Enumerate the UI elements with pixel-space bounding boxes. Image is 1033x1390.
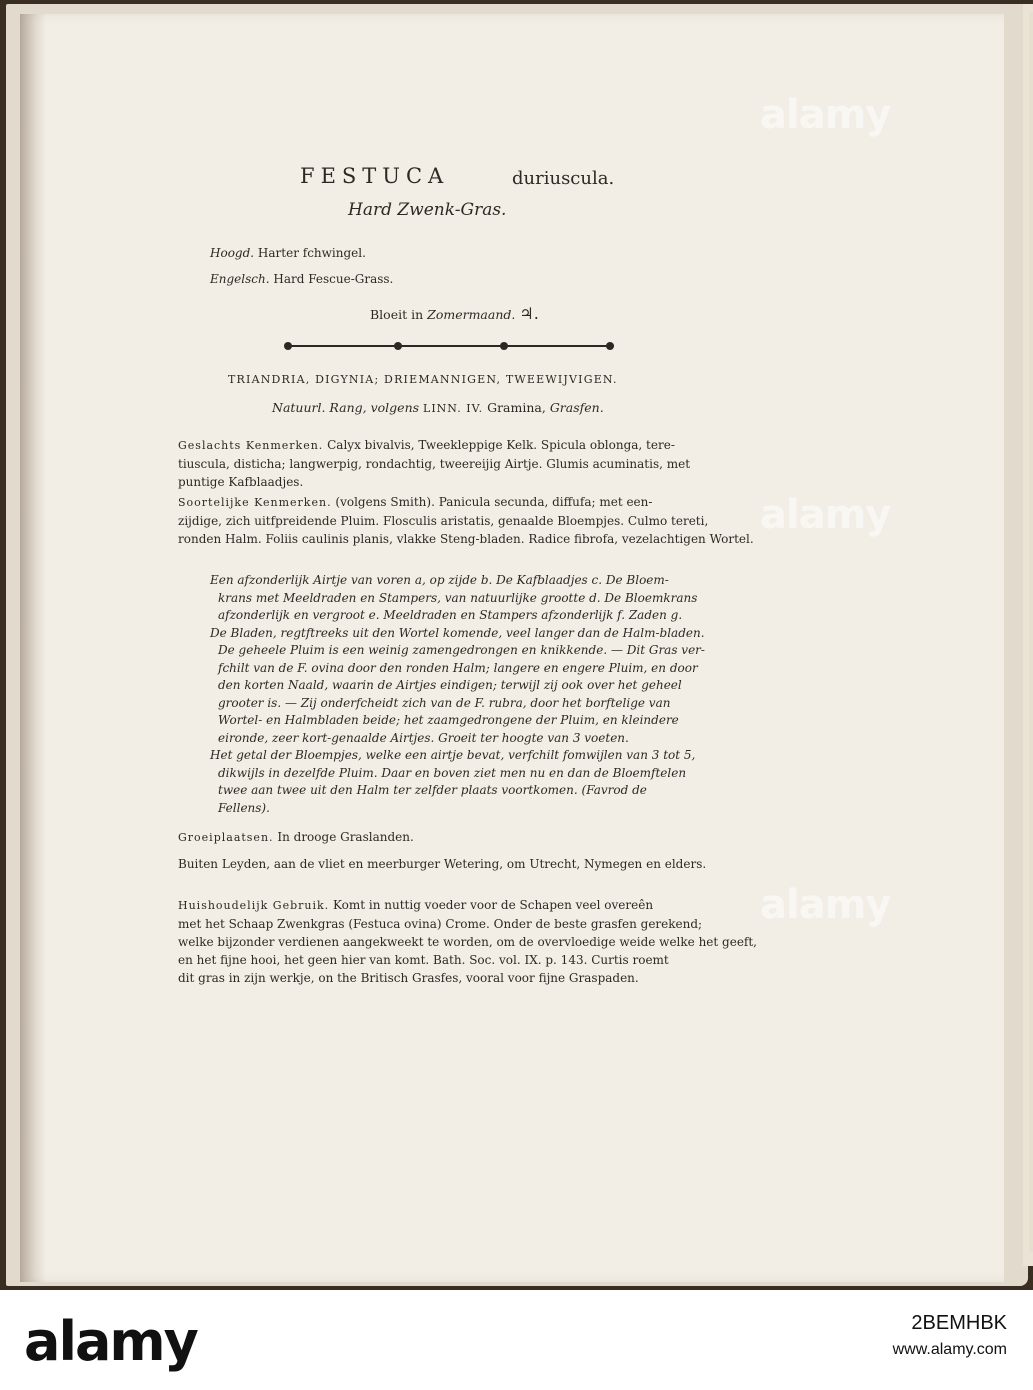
habitat-text: In drooge Graslanden. <box>277 830 414 844</box>
desc-line: Een afzonderlijk Airtje van voren a, op zijde b. De Kafblaadjes c. De Bloem- <box>210 573 669 587</box>
image-id-text: 2BEMHBK <box>911 1312 1007 1334</box>
rule-dot <box>606 342 614 350</box>
text-line: met het Schaap Zwenkgras (Festuca ovina) Crome. Onder de beste grasfen gerekend; <box>178 917 703 931</box>
localities-text: Buiten Leyden, aan de vliet en meerburger Wetering, om Utrecht, Nymegen en elders. <box>178 857 707 871</box>
synonym-name: Hard Fescue-Grass. <box>273 272 394 286</box>
watermark: alamy <box>760 882 891 928</box>
synonym-lang: Hoogd. <box>210 246 255 260</box>
text-line: dit gras in zijn werkje, on the Britisch Grasfes, vooral voor fijne Graspaden. <box>178 971 639 985</box>
page-edge <box>1029 12 1033 1252</box>
section-heading: Huishoudelijk Gebruik. <box>178 899 330 912</box>
title-genus: FESTUCA <box>300 164 450 188</box>
desc-line: grooter is. — Zij onderfcheidt zich van de F. rubra, door het borftelige van <box>218 695 671 710</box>
text-line: ronden Halm. Foliis caulinis planis, vlakke Steng-bladen. Radice fibrofa, vezelachtigen Wortel. <box>178 532 754 546</box>
desc-line: den korten Naald, waarin de Airtjes eindigen; terwijl zij ook over het geheel <box>218 678 682 692</box>
rule-dot <box>394 342 402 350</box>
species-characters <box>178 493 754 548</box>
text-line: Komt in nuttig voeder voor de Schapen veel overeên <box>332 898 654 912</box>
synonym-name: Harter fchwingel. <box>257 246 366 260</box>
desc-line: Wortel- en Halmbladen beide; het zaamgedrongene der Pluim, en kleindere <box>218 713 679 727</box>
desc-line: dikwijls in dezelfde Pluim. Daar en boven ziet men nu en dan de Bloemftelen <box>218 765 687 780</box>
text-line: puntige Kafblaadjes. <box>178 475 304 489</box>
alamy-logo: alamy <box>24 1310 197 1373</box>
page-spine-shadow <box>20 14 46 1282</box>
text-line: zijdige, zich uitfpreidende Pluim. Flosculis aristatis, genaalde Bloempjes. Culmo tereti, <box>178 514 709 528</box>
rule-dot <box>500 342 508 350</box>
natural-order-prefix: Natuurl. Rang, volgens <box>272 400 420 415</box>
natural-order <box>272 400 604 415</box>
flowering-prefix: Bloeit in <box>370 307 424 322</box>
stock-footer <box>0 1290 1033 1390</box>
synonym-lang: Engelsch. <box>210 272 270 286</box>
desc-line: twee aan twee uit den Halm ter zelfder plaats voortkomen. (Favrod de <box>218 783 647 797</box>
common-name: Hard Zwenk-Gras. <box>348 200 507 220</box>
ornamental-rule <box>286 345 614 347</box>
household-uses <box>178 896 757 987</box>
flowering-month: Zomermaand. <box>427 307 516 322</box>
desc-line: Fellens). <box>218 800 270 815</box>
genus-characters <box>178 436 750 491</box>
desc-line: eironde, zeer kort-genaalde Airtjes. Groeit ter hoogte van 3 voeten. <box>218 730 629 745</box>
image-id <box>893 1312 1007 1359</box>
watermark: alamy <box>760 492 891 538</box>
desc-line: De geheele Pluim is een weinig zamengedrongen en knikkende. — Dit Gras ver- <box>218 643 705 657</box>
synonym-english <box>210 272 393 286</box>
desc-line: fchilt van de F. ovina door den ronden Halm; langere en engere Pluim, en door <box>218 660 698 675</box>
flowering-line <box>370 304 539 323</box>
desc-line: krans met Meeldraden en Stampers, van natuurlijke grootte d. De Bloemkrans <box>218 590 698 605</box>
rule-dot <box>284 342 292 350</box>
section-heading: Geslachts Kenmerken. <box>178 439 324 452</box>
section-heading: Groeiplaatsen. <box>178 831 274 844</box>
desc-line: Het getal der Bloempjes, welke een airtje bevat, verfchilt fomwijlen van 3 tot 5, <box>210 748 696 762</box>
image-url: www.alamy.com <box>892 1341 1007 1358</box>
plate-description <box>210 572 750 817</box>
text-line: welke bijzonder verdienen aangekweekt te worden, om de overvloedige weide welke het geeft, <box>178 935 757 949</box>
desc-line: De Bladen, regtftreeks uit den Wortel komende, veel langer dan de Halm-bladen. <box>210 625 705 640</box>
watermark: alamy <box>760 92 891 138</box>
synonym-german <box>210 246 366 260</box>
classification: TRIANDRIA, DIGYNIA; DRIEMANNIGEN, TWEEWIJVIGEN. <box>228 373 618 386</box>
habitat <box>178 828 750 847</box>
natural-order-name-nl: Grasfen. <box>549 400 604 415</box>
localities <box>178 855 750 873</box>
text-line: tiuscula, disticha; langwerpig, rondachtig, tweereijig Airtje. Glumis acuminatis, met <box>178 457 691 471</box>
perennial-symbol: ♃. <box>519 304 539 323</box>
section-heading: Soortelijke Kenmerken. <box>178 496 332 509</box>
natural-order-ref: LINN. IV. <box>423 402 484 415</box>
text-line: (volgens Smith). Panicula secunda, diffufa; met een- <box>335 495 653 509</box>
text-line: Calyx bivalvis, Tweekleppige Kelk. Spicula oblonga, tere- <box>327 438 675 452</box>
desc-line: afzonderlijk en vergroot e. Meeldraden en Stampers afzonderlijk f. Zaden g. <box>218 608 683 622</box>
text-line: en het fijne hooi, het geen hier van komt. Bath. Soc. vol. IX. p. 143. Curtis roemt <box>178 953 669 967</box>
natural-order-name: Gramina, <box>487 400 546 415</box>
title-species: duriuscula. <box>512 168 615 189</box>
